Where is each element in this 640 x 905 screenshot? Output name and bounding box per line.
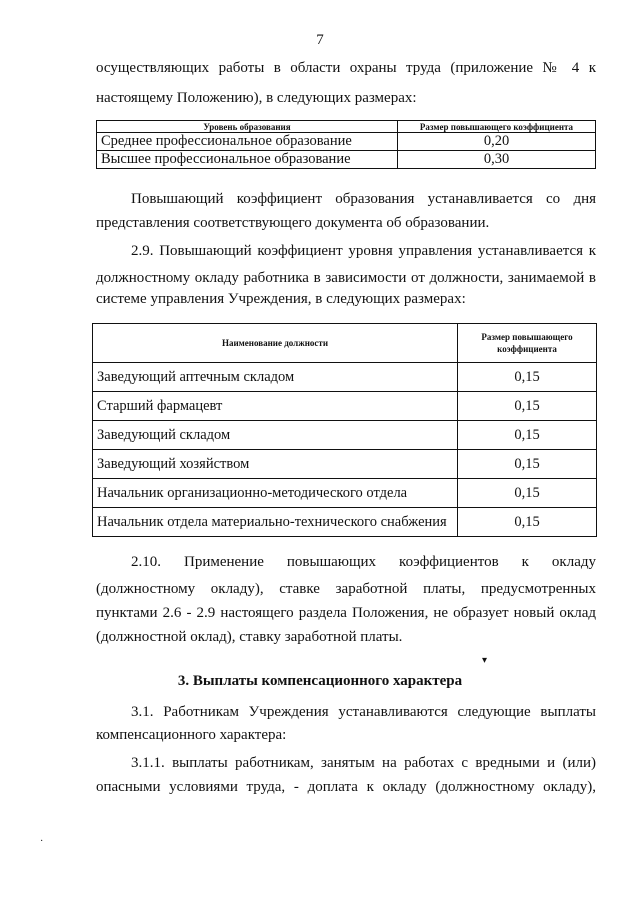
position-cell: Старший фармацевт [93, 392, 458, 421]
education-level-cell: Среднее профессиональное образование [97, 133, 398, 151]
position-cell: Заведующий хозяйством [93, 450, 458, 479]
para-2-10-line-3: пунктами 2.6 - 2.9 настоящего раздела Положения, не образует новый оклад [96, 605, 596, 621]
page-number: 7 [316, 32, 324, 48]
table-header-row [97, 121, 596, 133]
coefficient-cell: 0,15 [458, 392, 597, 421]
table-row [93, 479, 597, 508]
para-3-1-1-line-1: 3.1.1. выплаты работникам, занятым на работах с вредными и (или) [131, 755, 596, 771]
para-2-9-line-1: 2.9. Повышающий коэффициент уровня управления устанавливается к [131, 243, 596, 259]
table-row [93, 450, 597, 479]
section-3-heading: 3. Выплаты компенсационного характера [177, 673, 463, 689]
header-education-level: Уровень образования [97, 121, 398, 133]
para-2-10-line-1: 2.10. Применение повышающих коэффициентов к окладу [131, 554, 596, 570]
stray-dot: · [40, 836, 44, 847]
intro-line-1: осуществляющих работы в области охраны труда (приложение № 4 к [96, 60, 596, 76]
position-cell: Начальник организационно-методического отдела [93, 479, 458, 508]
table-row [97, 151, 596, 169]
para-2-9-line-2: должностному окладу работника в зависимости от должности, занимаемой в [96, 270, 596, 286]
management-coefficient-table [92, 323, 597, 537]
coefficient-cell: 0,15 [458, 508, 597, 537]
table-header-row [93, 324, 597, 363]
education-coefficient-table [96, 120, 596, 169]
position-cell: Начальник отдела материально-технического снабжения [93, 508, 458, 537]
coefficient-cell: 0,15 [458, 479, 597, 508]
para-2-9-line-3: системе управления Учреждения, в следующих размерах: [96, 291, 466, 307]
position-cell: Заведующий складом [93, 421, 458, 450]
education-para-line-2: представления соответствующего документа об образовании. [96, 215, 490, 231]
coefficient-cell: 0,15 [458, 450, 597, 479]
para-3-1-line-1: 3.1. Работникам Учреждения устанавливаются следующие выплаты [131, 704, 596, 720]
table-row [93, 508, 597, 537]
table-row [93, 363, 597, 392]
para-2-10-line-2: (должностному окладу), ставке заработной платы, предусмотренных [96, 581, 596, 597]
coefficient-cell: 0,30 [398, 151, 596, 169]
table-row [93, 392, 597, 421]
header-position-name: Наименование должности [93, 324, 458, 363]
header-coefficient-size: Размер повышающего коэффициента [398, 121, 596, 133]
coefficient-cell: 0,15 [458, 421, 597, 450]
para-3-1-1-line-2: опасными условиями труда, - доплата к окладу (должностному окладу), [96, 779, 596, 795]
table-row [97, 133, 596, 151]
position-cell: Заведующий аптечным складом [93, 363, 458, 392]
para-3-1-line-2: компенсационного характера: [96, 727, 287, 743]
header-coefficient-size: Размер повышающего коэффициента [458, 324, 597, 363]
table-row [93, 421, 597, 450]
intro-line-2: настоящему Положению), в следующих размерах: [96, 90, 417, 106]
coefficient-cell: 0,20 [398, 133, 596, 151]
stray-mark: ▾ [482, 655, 488, 666]
coefficient-cell: 0,15 [458, 363, 597, 392]
para-2-10-line-4: (должностной оклад), ставку заработной платы. [96, 629, 403, 645]
education-level-cell: Высшее профессиональное образование [97, 151, 398, 169]
education-para-line-1: Повышающий коэффициент образования устанавливается со дня [131, 191, 596, 207]
